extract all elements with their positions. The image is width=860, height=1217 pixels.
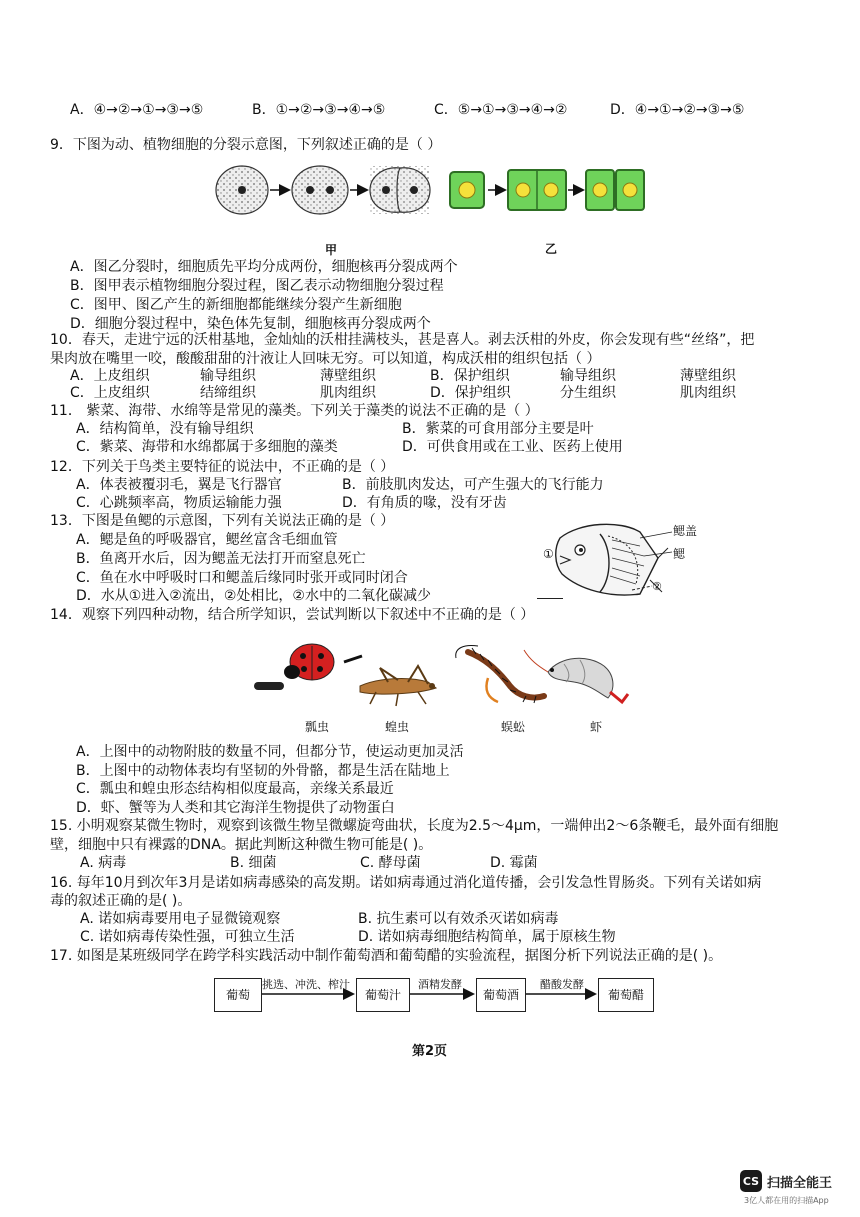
q15-option-b: B. 细菌 — [230, 855, 277, 871]
scanner-logo-icon: CS — [740, 1170, 762, 1192]
q10-d-1: D．保护组织 — [430, 385, 511, 401]
flow-box-grape-wine: 葡萄酒 — [476, 978, 526, 1012]
q10-d-3: 肌肉组织 — [680, 385, 736, 401]
q15-stem-line2: 壁，细胞中只有裸露的DNA。据此判断这种微生物可能是( )。 — [50, 837, 433, 853]
q8-option-c: C．⑤→①→③→④→② — [434, 102, 568, 118]
q10-c-1: C．上皮组织 — [70, 385, 150, 401]
flow-box-grape-vinegar: 葡萄醋 — [598, 978, 654, 1012]
animal-label-grasshopper: 蝗虫 — [385, 720, 410, 734]
plant-cell-stage-2 — [508, 170, 566, 210]
q10-stem-line2: 果肉放在嘴里一咬，酸酸甜甜的汁液让人回味无穷。可以知道，构成沃柑的组织包括（ ） — [50, 351, 601, 367]
q16-option-c: C. 诺如病毒传染性强，可独立生活 — [80, 929, 295, 945]
q12-option-d: D．有角质的喙，没有牙齿 — [342, 495, 507, 511]
q10-a-3: 薄壁组织 — [320, 368, 376, 384]
label-yi: 乙 — [545, 242, 558, 256]
q15-option-d: D. 霉菌 — [490, 855, 538, 871]
flow-step-2: 酒精发酵 — [418, 978, 462, 991]
ladybug-icon — [254, 644, 362, 690]
q8-option-d: D．④→①→②→③→⑤ — [610, 102, 745, 118]
label-circle-1: ① — [543, 547, 554, 561]
q16-option-d: D. 诺如病毒细胞结构简单，属于原核生物 — [358, 929, 616, 945]
q14-stem: 14．观察下列四种动物，结合所学知识，尝试判断以下叙述中不正确的是（ ） — [50, 607, 535, 623]
q11-option-b: B．紫菜的可食用部分主要是叶 — [402, 421, 594, 437]
q13-stem: 13．下图是鱼鳃的示意图，下列有关说法正确的是（ ） — [50, 513, 395, 529]
q15-stem-line1: 15. 小明观察某微生物时，观察到该微生物呈微螺旋弯曲状，长度为2.5～4μm，一端伸出2～6条鞭毛，最外面有细胞 — [50, 818, 779, 834]
flow-step-3: 醋酸发酵 — [540, 978, 584, 991]
q12-option-a: A．体表被覆羽毛，翼是飞行器官 — [76, 477, 282, 493]
q13-option-d: D．水从①进入②流出，②处相比，②水中的二氧化碳减少 — [76, 588, 431, 604]
q13-option-b: B．鱼离开水后，因为鳃盖无法打开而窒息死亡 — [76, 551, 366, 567]
q11-option-a: A．结构简单，没有输导组织 — [76, 421, 254, 437]
q9-stem: 9．下图为动、植物细胞的分裂示意图，下列叙述正确的是（ ） — [50, 137, 442, 153]
q15-option-c: C. 酵母菌 — [360, 855, 421, 871]
animal-cell-stage-3 — [370, 166, 430, 214]
q17-stem: 17. 如图是某班级同学在跨学科实践活动中制作葡萄酒和葡萄醋的实验流程，据图分析下列说法正确的是( )。 — [50, 948, 723, 964]
q10-b-3: 薄壁组织 — [680, 368, 736, 384]
q10-c-2: 结缔组织 — [200, 385, 256, 401]
q14-option-c: C．瓢虫和蝗虫形态结构相似度最高，亲缘关系最近 — [76, 781, 394, 797]
plant-cell-stage-3 — [586, 170, 644, 210]
q13-option-c: C．鱼在水中呼吸时口和鳃盖后缘同时张开或同时闭合 — [76, 570, 408, 586]
cell-division-figure — [210, 158, 650, 222]
q14-option-a: A．上图中的动物附肢的数量不同，但都分节，使运动更加灵活 — [76, 744, 464, 760]
q9-option-b: B．图甲表示植物细胞分裂过程，图乙表示动物细胞分裂过程 — [70, 278, 444, 294]
flow-box-grape: 葡萄 — [214, 978, 262, 1012]
q10-b-1: B．保护组织 — [430, 368, 510, 384]
four-animals-figure — [248, 636, 638, 716]
centipede-icon — [456, 646, 544, 704]
q10-row-ab — [70, 367, 736, 385]
q8-option-a: A．④→②→①→③→⑤ — [70, 102, 204, 118]
q12-stem: 12．下列关于鸟类主要特征的说法中，不正确的是（ ） — [50, 459, 395, 475]
q8-option-b: B．①→②→③→④→⑤ — [252, 102, 386, 118]
label-jia: 甲 — [325, 243, 338, 257]
q15-option-a: A. 病毒 — [80, 855, 127, 871]
q9-option-a: A．图乙分裂时，细胞质先平均分成两份，细胞核再分裂成两个 — [70, 259, 458, 275]
label-gill: 鳃 — [673, 547, 686, 561]
scanner-brand — [740, 1170, 832, 1192]
animal-label-shrimp: 虾 — [590, 720, 603, 734]
q10-row-cd — [70, 384, 736, 402]
q9-option-c: C．图甲、图乙产生的新细胞都能继续分裂产生新细胞 — [70, 297, 402, 313]
figure-underline — [537, 598, 563, 599]
q8-options — [70, 101, 744, 119]
animal-cell-stage-1 — [216, 166, 268, 214]
grasshopper-icon — [360, 666, 436, 706]
q15-options — [80, 854, 538, 872]
animal-label-ladybug: 瓢虫 — [305, 720, 330, 734]
q11-option-d: D．可供食用或在工业、医药上使用 — [402, 439, 623, 455]
q16-stem-line1: 16. 每年10月到次年3月是诺如病毒感染的高发期。诺如病毒通过消化道传播，会引发急性胃肠炎。下列有关诺如病 — [50, 875, 762, 891]
q9-option-d: D．细胞分裂过程中，染色体先复制，细胞核再分裂成两个 — [70, 316, 431, 332]
q14-option-d: D．虾、蟹等为人类和其它海洋生物提供了动物蛋白 — [76, 800, 395, 816]
q10-a-2: 输导组织 — [200, 368, 256, 384]
q10-a-1: A．上皮组织 — [70, 368, 150, 384]
page-number: 第2页 — [412, 1044, 448, 1059]
scanner-brand-name: 扫描全能王 — [767, 1175, 833, 1191]
label-circle-2: ② — [652, 580, 662, 593]
q10-stem-line1: 10．春天，走进宁远的沃柑基地，金灿灿的沃柑挂满枝头，甚是喜人。剥去沃柑的外皮，你会发现有些“丝络”，把 — [50, 332, 755, 348]
flow-step-1: 挑选、冲洗、榨汁 — [262, 978, 350, 991]
animal-cell-stage-2 — [292, 166, 348, 214]
q12-option-b: B．前肢肌肉发达，可产生强大的飞行能力 — [342, 477, 604, 493]
scanner-tagline: 3亿人都在用的扫描App — [744, 1196, 829, 1205]
q11-option-c: C．紫菜、海带和水绵都属于多细胞的藻类 — [76, 439, 338, 455]
q13-option-a: A．鳃是鱼的呼吸器官，鳃丝富含毛细血管 — [76, 532, 338, 548]
q10-b-2: 输导组织 — [560, 368, 616, 384]
q11-stem: 11． 紫菜、海带、水绵等是常见的藻类。下列关于藻类的说法不正确的是（ ） — [50, 403, 539, 419]
q16-option-a: A. 诺如病毒要用电子显微镜观察 — [80, 911, 281, 927]
q12-option-c: C．心跳频率高，物质运输能力强 — [76, 495, 282, 511]
q16-stem-line2: 毒的叙述正确的是( )。 — [50, 893, 192, 909]
plant-cell-stage-1 — [450, 172, 484, 208]
q10-c-3: 肌肉组织 — [320, 385, 376, 401]
q16-option-b: B. 抗生素可以有效杀灭诺如病毒 — [358, 911, 559, 927]
q10-d-2: 分生组织 — [560, 385, 616, 401]
flow-box-grape-juice: 葡萄汁 — [356, 978, 410, 1012]
animal-label-centipede: 蜈蚣 — [501, 720, 526, 734]
q14-option-b: B．上图中的动物体表均有坚韧的外骨骼，都是生活在陆地上 — [76, 763, 450, 779]
label-gill-cover: 鳃盖 — [673, 524, 698, 538]
